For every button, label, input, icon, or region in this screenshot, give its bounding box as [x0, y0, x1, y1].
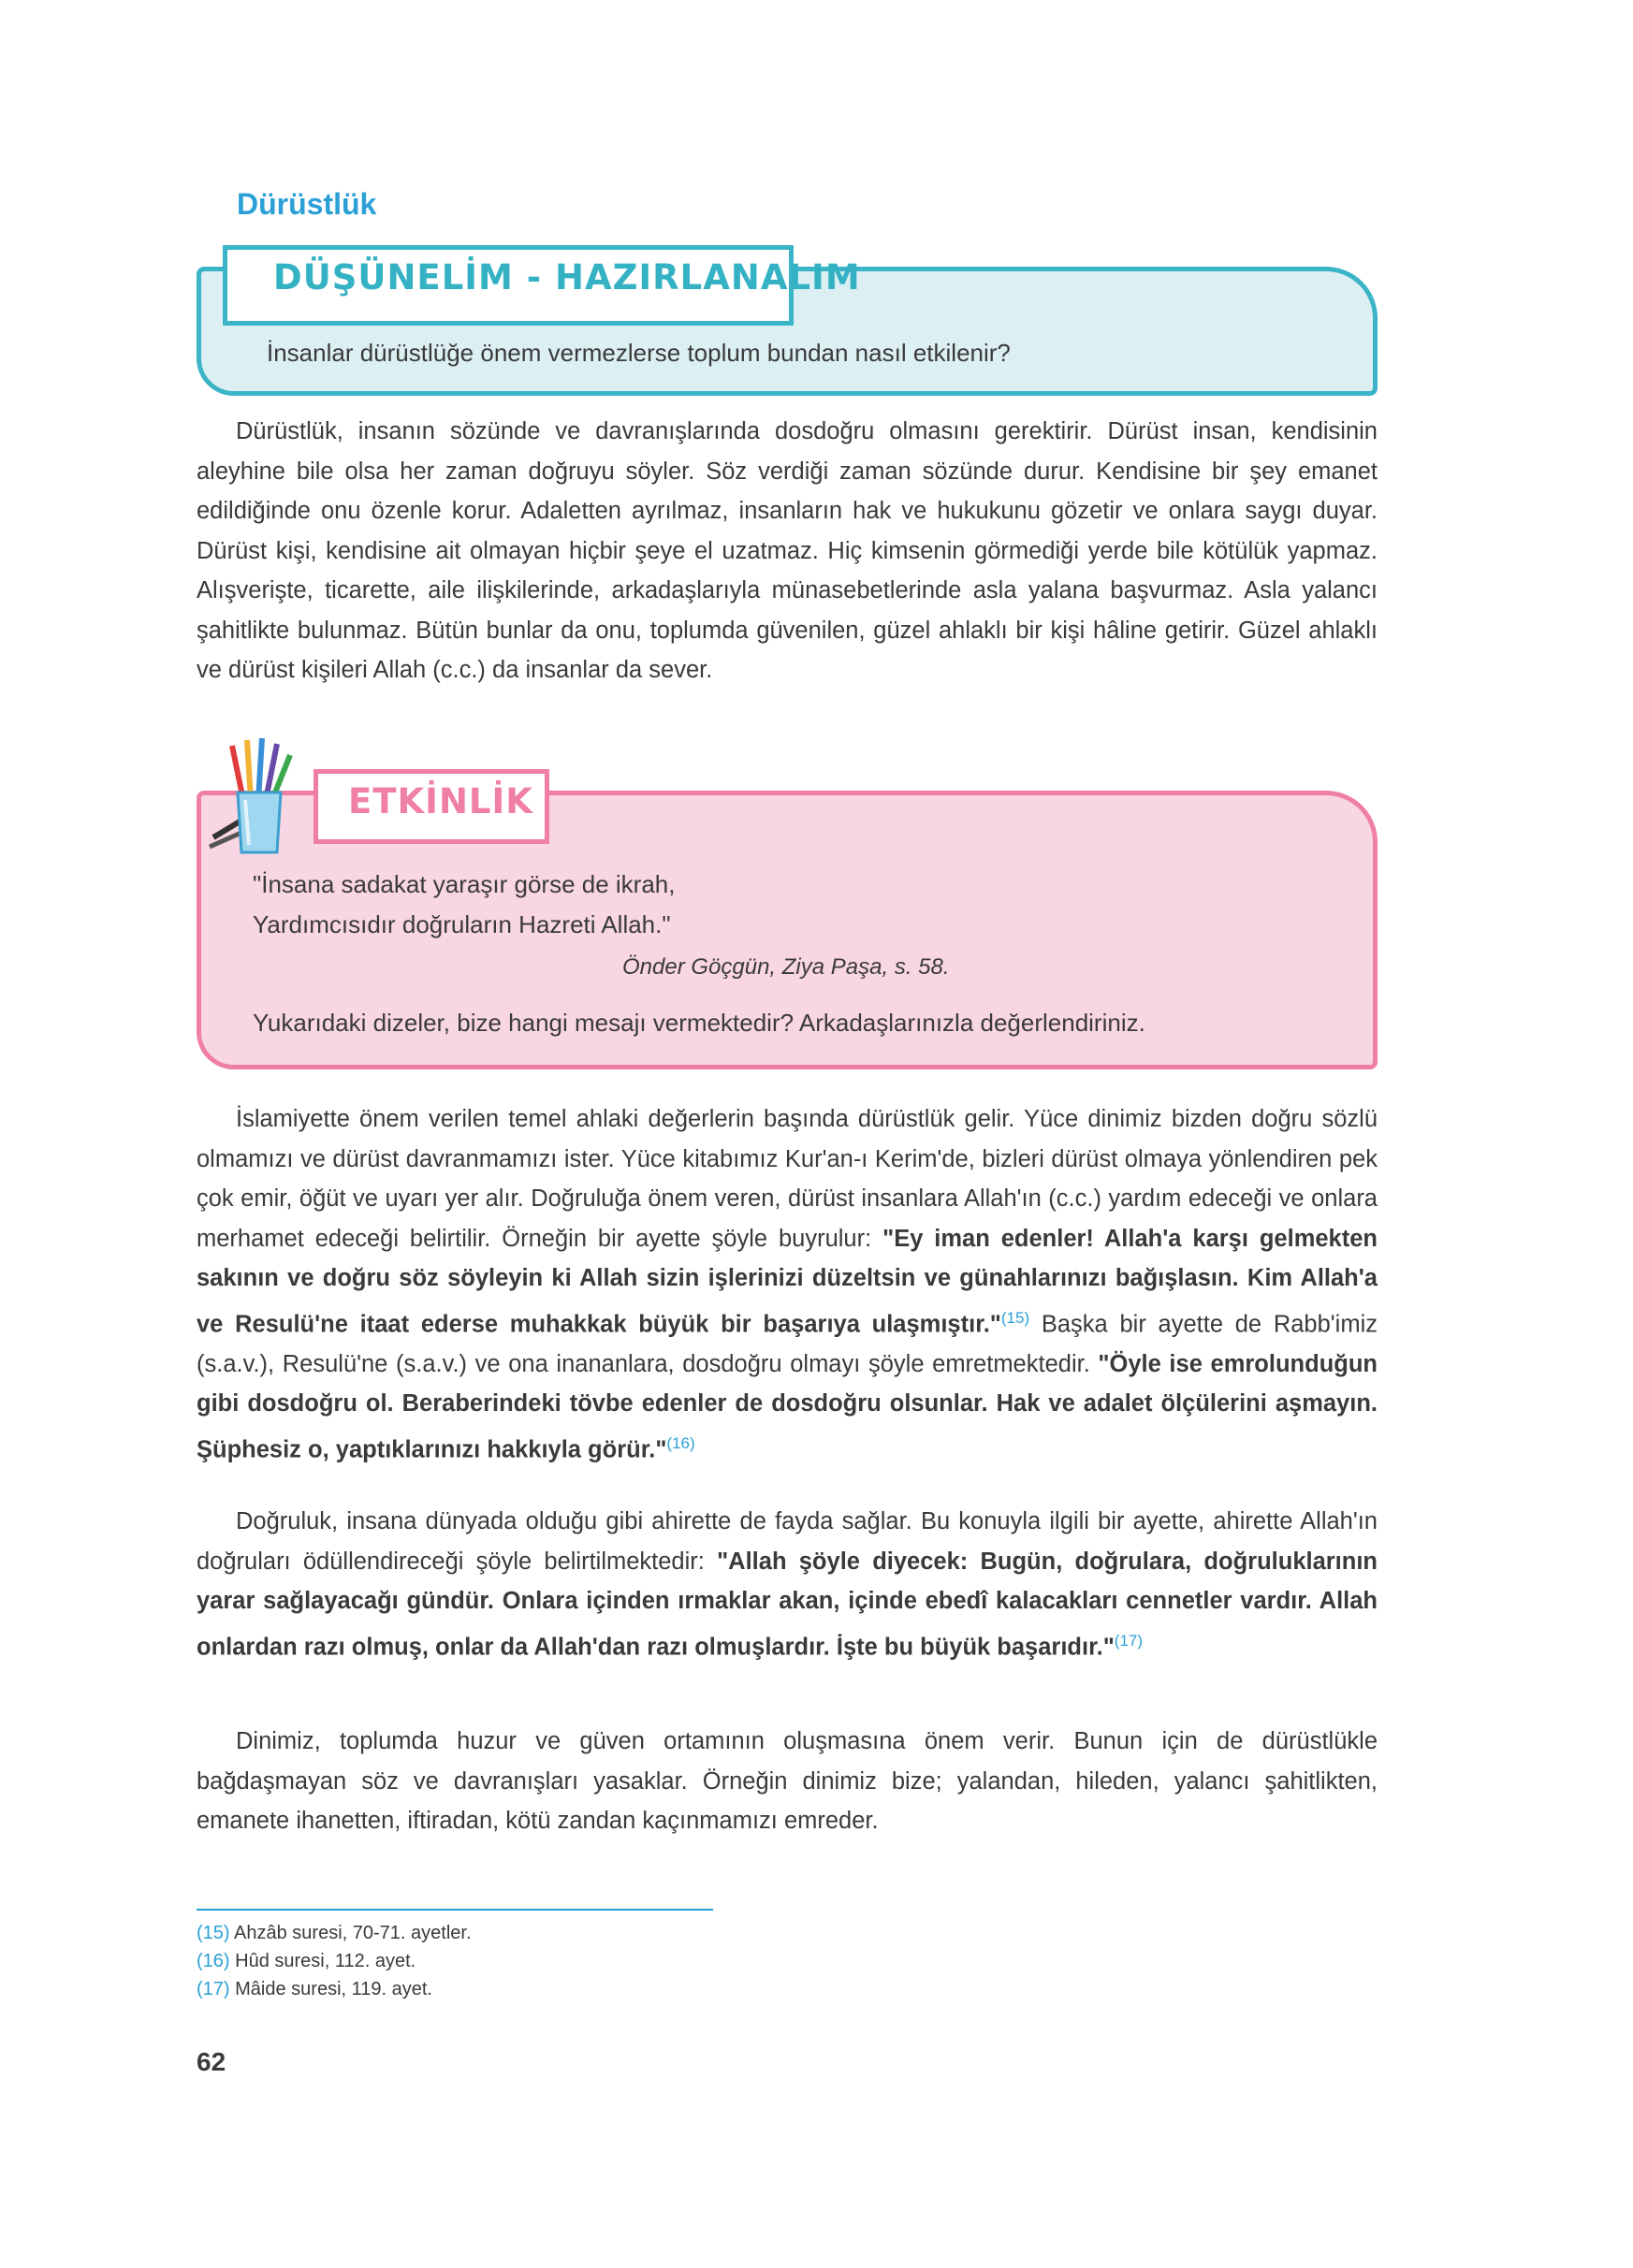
- footnote-17: [197, 1979, 432, 2000]
- paragraph-society: [197, 1722, 1378, 1841]
- footnote-ref-15: (15): [1000, 1308, 1030, 1327]
- paragraph-intro-text: Dürüstlük, insanın sözünde ve davranışlarında dosdoğru olmasını gerektirir. Dürüst insan, kendisinin aleyhine bile olsa her zaman doğruyu söyler. Söz verdiği zaman sözünde durur. Kendisine bir şey emanet edildiğinde onu özenle korur. Adaletten ayrılmaz, insanların hak ve hukukunu gözetir ve onlara saygı duyar. Dürüst kişi, kendisine ait olmayan hiçbir şeye el uzatmaz. Hiç kimsenin görmediği yerde bile kötülük yapmaz. Alışverişte, ticarette, aile ilişkilerinde, arkadaşlarıyla münasebetlerinde asla yalana başvurmaz. Asla yalancı şahitlikte bulunmaz. Bütün bunlar da onu, toplumda güvenilen, güzel ahlaklı bir kişi hâline getirir. Güzel ahlaklı ve dürüst kişileri Allah (c.c.) da insanlar da sever.: [197, 418, 1378, 683]
- ayah-quote-3: "Allah şöyle diyecek: Bugün, doğrulara, doğruluklarının yarar sağlayacağı gündür. Onlara içinden ırmaklar akan, içinde ebedî kalacakları cennetler vardır. Allah onlardan razı olmuş, onlar da Allah'dan razı olmuşlardır. İşte bu büyük başarıdır.": [197, 1548, 1378, 1660]
- poem-source: Önder Göçgün, Ziya Paşa, s. 58.: [622, 954, 950, 980]
- footnote-text: Hûd suresi, 112. ayet.: [235, 1951, 416, 1971]
- footnote-ref-17: (17): [1114, 1631, 1144, 1650]
- footnote-divider: [197, 1909, 713, 1911]
- poem-line-1: "İnsana sadakat yaraşır görse de ikrah,: [253, 870, 676, 898]
- pencil-cup-icon: [204, 734, 307, 858]
- paragraph-hereafter: [197, 1502, 1378, 1667]
- footnote-text: Mâide suresi, 119. ayet.: [235, 1979, 432, 1999]
- paragraph-islam: [197, 1099, 1378, 1470]
- paragraph-hereafter-text: Doğruluk, insana dünyada olduğu gibi ahirette de fayda sağlar. Bu konuyla ilgili bir ayette, ahirette Allah'ın doğruları ödüllendireceği şöyle belirtilmektedir:: [197, 1508, 1378, 1575]
- footnote-16: [197, 1951, 416, 1972]
- activity-question: Yukarıdaki dizeler, bize hangi mesajı vermektedir? Arkadaşlarınızla değerlendiriniz.: [253, 1009, 1145, 1037]
- paragraph-intro: [197, 412, 1378, 691]
- paragraph-society-text: Dinimiz, toplumda huzur ve güven ortamının oluşmasına önem verir. Bunun için de dürüstlükle bağdaşmayan söz ve davranışları yasaklar. Örneğin dinimiz bize; yalandan, hileden, yalancı şahitlikten, emanete ihanetten, iftiradan, kötü zandan kaçınmamızı emreder.: [197, 1728, 1378, 1834]
- footnote-number: (17): [197, 1979, 230, 1999]
- ayah-quote-2: "Öyle ise emrolunduğun gibi dosdoğru ol. Beraberindeki tövbe edenler de dosdoğru olsunlar. Hak ve adalet ölçülerini aşmayın. Şüphesiz o, yaptıklarınızı hakkıyla görür.": [197, 1350, 1378, 1462]
- paragraph-islam-text2: Başka bir ayette de Rabb'imiz (s.a.v.), Resulü'ne (s.a.v.) ve ona inananlara, dosdoğru olmayı şöyle emretmektedir.: [197, 1311, 1378, 1377]
- activity-title: ETKİNLİK: [348, 781, 533, 821]
- footnote-15: [197, 1923, 472, 1944]
- page-number: 62: [197, 2047, 226, 2076]
- poem-line-2: Yardımcısıdır doğruların Hazreti Allah.": [253, 910, 671, 938]
- footnote-number: (16): [197, 1951, 230, 1971]
- think-box-title: DÜŞÜNELİM - HAZIRLANALIM: [273, 257, 861, 298]
- footnote-text: Ahzâb suresi, 70-71. ayetler.: [234, 1923, 472, 1943]
- ayah-quote-1: "Ey iman edenler! Allah'a karşı gelmekten sakının ve doğru söz söyleyin ki Allah sizin işlerinizi düzeltsin ve günahlarınızı bağışlasın. Kim Allah'a ve Resulü'ne itaat ederse muhakkak büyük bir başarıya ulaşmıştır.": [197, 1225, 1378, 1337]
- footnote-ref-16: (16): [666, 1433, 695, 1452]
- paragraph-islam-text1: İslamiyette önem verilen temel ahlaki değerlerin başında dürüstlük gelir. Yüce dinimiz bizden doğru sözlü olmamızı ve dürüst davranmamızı ister. Yüce kitabımız Kur'an-ı Kerim'de, bizleri dürüst olmaya yönlendiren pek çok emir, öğüt ve uyarı yer alır. Doğruluğa önem veren, dürüst insanlara Allah'ın (c.c.) yardım edeceği ve onlara merhamet edeceği belirtilir. Örneğin bir ayette şöyle buyrulur:: [197, 1106, 1378, 1252]
- section-title: Dürüstlük: [237, 187, 377, 221]
- think-question: İnsanlar dürüstlüğe önem vermezlerse toplum bundan nasıl etkilenir?: [267, 339, 1011, 367]
- footnote-number: (15): [197, 1923, 230, 1943]
